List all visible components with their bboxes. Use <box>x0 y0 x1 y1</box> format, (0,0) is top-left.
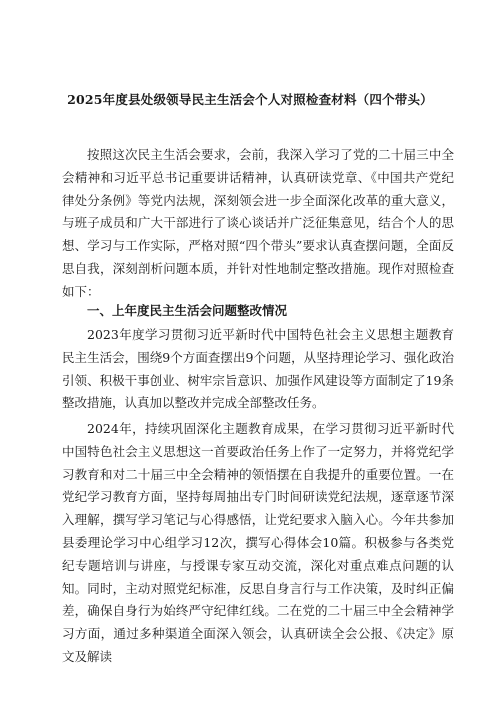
intro-paragraph: 按照这次民主生活会要求，会前，我深入学习了党的二十届三中全会精神和习近平总书记重要讲话精神，认真研读党章、《中国共产党纪律处分条例》等党内法规，深刻领会进一步全面深化改革的重大意义，与班子成员和广大干部进行了谈心谈话并广泛征集意见，结合个人的思想、学习与工作实际，严格对照“四个带头”要求认真查摆问题，全面反思自我，深刻剖析问题本质，并针对性地制定整改措施。现作对照检查如下： <box>62 147 454 299</box>
section-paragraph-2: 2024年，持续巩固深化主题教育成果，在学习贯彻习近平新时代中国特色社会主义思想这一首要政治任务上作了一定努力，并将党纪学习教育和对二十届三中全会精神的领悟摆在自我提升的重要位置。一在党纪学习教育方面，坚持每周抽出专门时间研读党纪法规，逐章逐节深入理解，撰写学习笔记与心得感悟，让党纪要求入脑入心。今年共参加县委理论学习中心组学习12次，撰写心得体会10篇。积极参与各类党纪专题培训与讲座，与授课专家互动交流，深化对重点难点问题的认知。同时，主动对照党纪标准，反思自身言行与工作决策，及时纠正偏差，确保自身行为始终严守纪律红线。二在党的二十届三中全会精神学习方面，通过多种渠道全面深入领会，认真研读全会公报、《决定》原文及解读 <box>62 421 454 664</box>
section-heading: 一、上年度民主生活会问题整改情况 <box>87 303 288 318</box>
document-title: 2025年度县处级领导民主生活会个人对照检查材料（四个带头） <box>67 92 433 107</box>
section-paragraph-1: 2023年度学习贯彻习近平新时代中国特色社会主义思想主题教育民主生活会，围绕9个方面查摆出9个问题，从坚持理论学习、强化政治引领、积极干事创业、树牢宗旨意识、加强作风建设等方面制定了19条整改措施，认真加以整改并完成全部整改任务。 <box>62 327 454 411</box>
